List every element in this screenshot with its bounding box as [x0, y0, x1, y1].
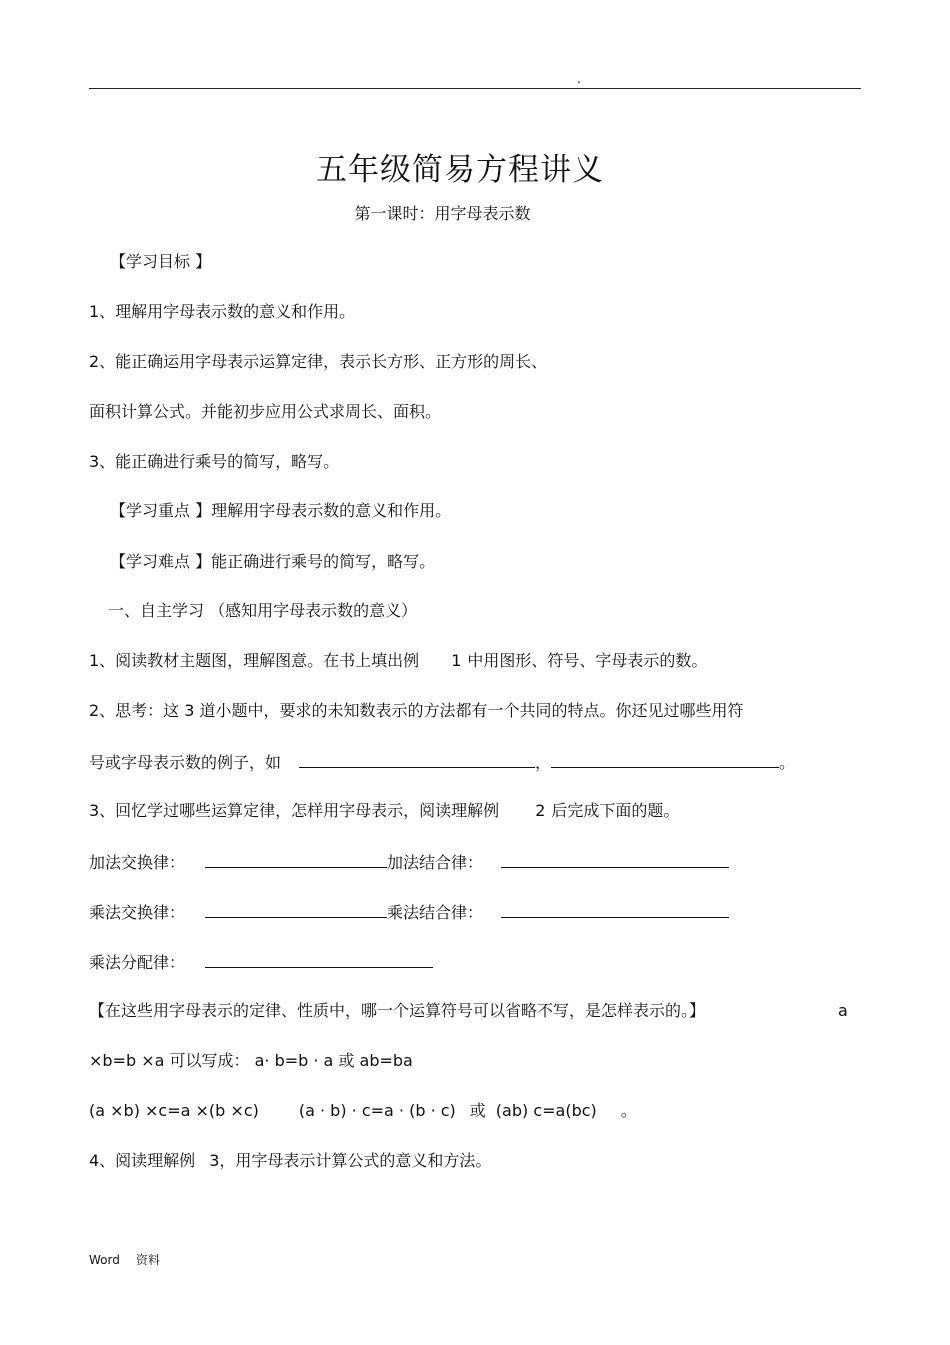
q4-example-number: 3 — [209, 1151, 220, 1170]
question-4 — [89, 1151, 491, 1171]
section-heading: 一、自主学习 （感知用字母表示数的意义） — [108, 601, 418, 620]
goal-2b: 面积计算公式。并能初步应用公式求周长、面积。 — [89, 402, 442, 421]
q3-text-b: 后完成下面的题。 — [551, 801, 680, 820]
answer-blank-1[interactable] — [299, 751, 535, 768]
example-line-2 — [89, 1101, 637, 1121]
mul-dist-row — [89, 951, 433, 973]
add-comm-row — [89, 851, 729, 873]
question-2a: 2、思考：这 3 道小题中，要求的未知数表示的方法都有一个共同的特点。你还见过哪些用符 — [89, 701, 744, 720]
q2b-end: 。 — [779, 753, 796, 772]
key-point: 【学习重点 】理解用字母表示数的意义和作用。 — [110, 501, 452, 520]
note-variable-a: a — [838, 1001, 848, 1020]
page-title: 五年级简易方程讲义 — [316, 152, 604, 188]
q1-example-number: 1 — [451, 651, 462, 670]
q4-text-a: 4、阅读理解例 — [89, 1151, 196, 1170]
q3-example-number: 2 — [535, 801, 546, 820]
example-2-part-a: (a ×b) ×c=a ×(b ×c) — [89, 1101, 259, 1120]
header-dot: . — [577, 72, 581, 86]
note-line: 【在这些用字母表示的定律、性质中，哪一个运算符号可以省略不写，是怎样表示的。】 — [89, 1001, 706, 1020]
mul-comm-label: 乘法交换律： — [89, 903, 186, 922]
mul-assoc-label: 乘法结合律： — [387, 903, 484, 922]
goal-2a: 2、能正确运用字母表示运算定律，表示长方形、正方形的周长、 — [89, 352, 548, 371]
question-1 — [89, 651, 707, 671]
example-line-1: ×b=b ×a 可以写成： a· b=b · a 或 ab=ba — [89, 1051, 413, 1070]
mul-dist-label: 乘法分配律： — [89, 953, 186, 972]
goal-3: 3、能正确进行乘号的简写，略写。 — [89, 452, 340, 471]
add-comm-label: 加法交换律： — [89, 853, 186, 872]
footer-label: 资料 — [135, 1253, 160, 1267]
q1-text-a: 1、阅读教材主题图，理解图意。在书上填出例 — [89, 651, 420, 670]
add-assoc-blank[interactable] — [501, 851, 729, 868]
add-assoc-label: 加法结合律： — [387, 853, 484, 872]
footer — [89, 1251, 160, 1268]
goal-heading: 【学习目标 】 — [110, 252, 212, 271]
footer-word: Word — [89, 1253, 120, 1267]
q4-text-b: ，用字母表示计算公式的意义和方法。 — [219, 1151, 492, 1170]
add-comm-blank[interactable] — [205, 851, 387, 868]
mul-comm-blank[interactable] — [205, 901, 387, 918]
mul-dist-blank[interactable] — [205, 951, 433, 968]
example-2-part-d: (ab) c=a(bc) — [495, 1101, 597, 1120]
example-2-part-c: 或 — [469, 1101, 486, 1120]
answer-blank-2[interactable] — [551, 751, 779, 768]
q2b-text: 号或字母表示数的例子，如 — [89, 753, 282, 772]
q3-text-a: 3、回忆学过哪些运算定律，怎样用字母表示，阅读理解例 — [89, 801, 500, 820]
mul-assoc-blank[interactable] — [501, 901, 729, 918]
example-2-part-e: 。 — [620, 1101, 637, 1120]
page-subtitle: 第一课时：用字母表示数 — [354, 204, 531, 223]
q2b-comma: ， — [535, 753, 552, 772]
header-rule — [89, 88, 861, 89]
difficulty: 【学习难点 】能正确进行乘号的简写，略写。 — [110, 552, 436, 571]
q1-text-b: 中用图形、符号、字母表示的数。 — [467, 651, 708, 670]
example-2-part-b: (a · b) · c=a · (b · c) — [298, 1101, 456, 1120]
mul-comm-row — [89, 901, 729, 923]
goal-1: 1、理解用字母表示数的意义和作用。 — [89, 302, 356, 321]
question-2b — [89, 751, 795, 773]
question-3 — [89, 801, 679, 821]
